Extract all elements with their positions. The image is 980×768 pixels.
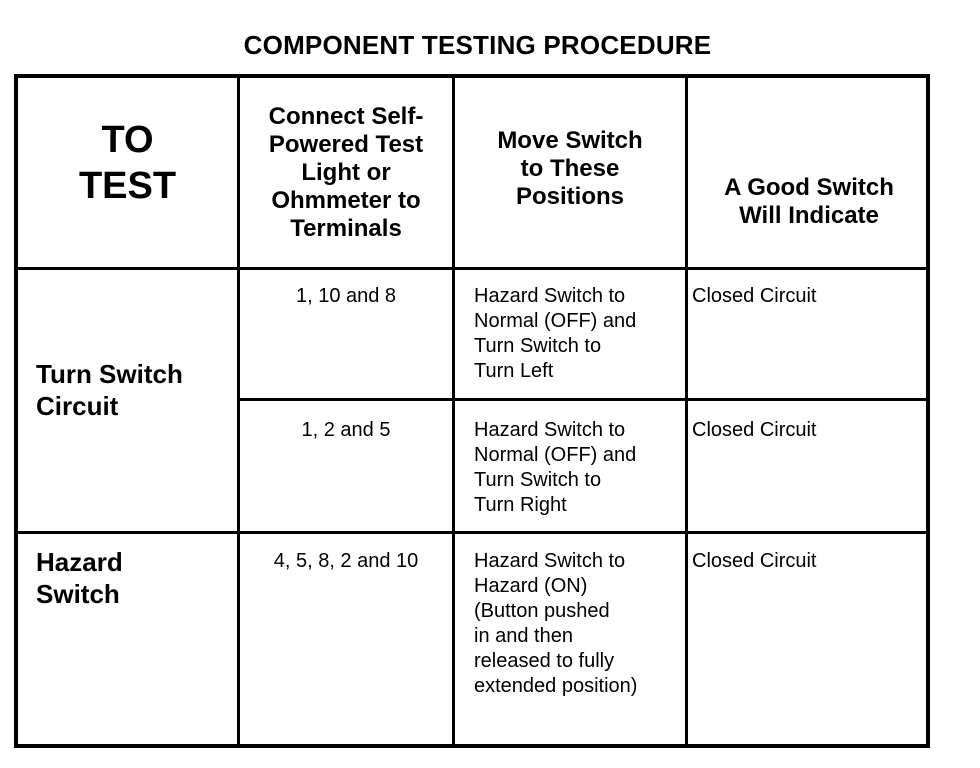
row1-indicate: Closed Circuit bbox=[692, 285, 817, 307]
row3-indicate: Closed Circuit bbox=[692, 550, 817, 572]
group-divider bbox=[18, 531, 926, 534]
procedure-table bbox=[14, 74, 930, 748]
header-indicate-label: A Good Switch Will Indicate bbox=[724, 174, 894, 229]
row1-terminals: 1, 10 and 8 bbox=[295, 285, 397, 307]
row2-terminals: 1, 2 and 5 bbox=[301, 419, 391, 441]
header-divider bbox=[18, 267, 926, 270]
row1-positions: Hazard Switch to Normal (OFF) and Turn Switch to Turn Left bbox=[474, 285, 637, 382]
group-turn-switch-circuit: Turn Switch Circuit bbox=[36, 359, 183, 421]
row2-positions: Hazard Switch to Normal (OFF) and Turn Switch to Turn Right bbox=[474, 419, 637, 516]
header-indicate bbox=[688, 78, 930, 267]
page-title: COMPONENT TESTING PROCEDURE bbox=[243, 30, 712, 60]
row-divider bbox=[237, 398, 926, 401]
header-positions bbox=[455, 78, 685, 267]
header-to-test bbox=[18, 78, 237, 267]
row2-indicate: Closed Circuit bbox=[692, 419, 817, 441]
row3-positions: Hazard Switch to Hazard (ON) (Button pushed in and then released to fully extended position) bbox=[474, 550, 638, 697]
header-positions-label: Move Switch to These Positions bbox=[497, 126, 643, 210]
header-to-test-label: TO TEST bbox=[78, 118, 177, 207]
header-terminals-label: Connect Self- Powered Test Light or Ohmmeter to Terminals bbox=[268, 102, 424, 242]
group-hazard-switch: Hazard Switch bbox=[36, 547, 123, 609]
header-terminals bbox=[240, 78, 452, 267]
row3-terminals: 4, 5, 8, 2 and 10 bbox=[273, 550, 419, 572]
